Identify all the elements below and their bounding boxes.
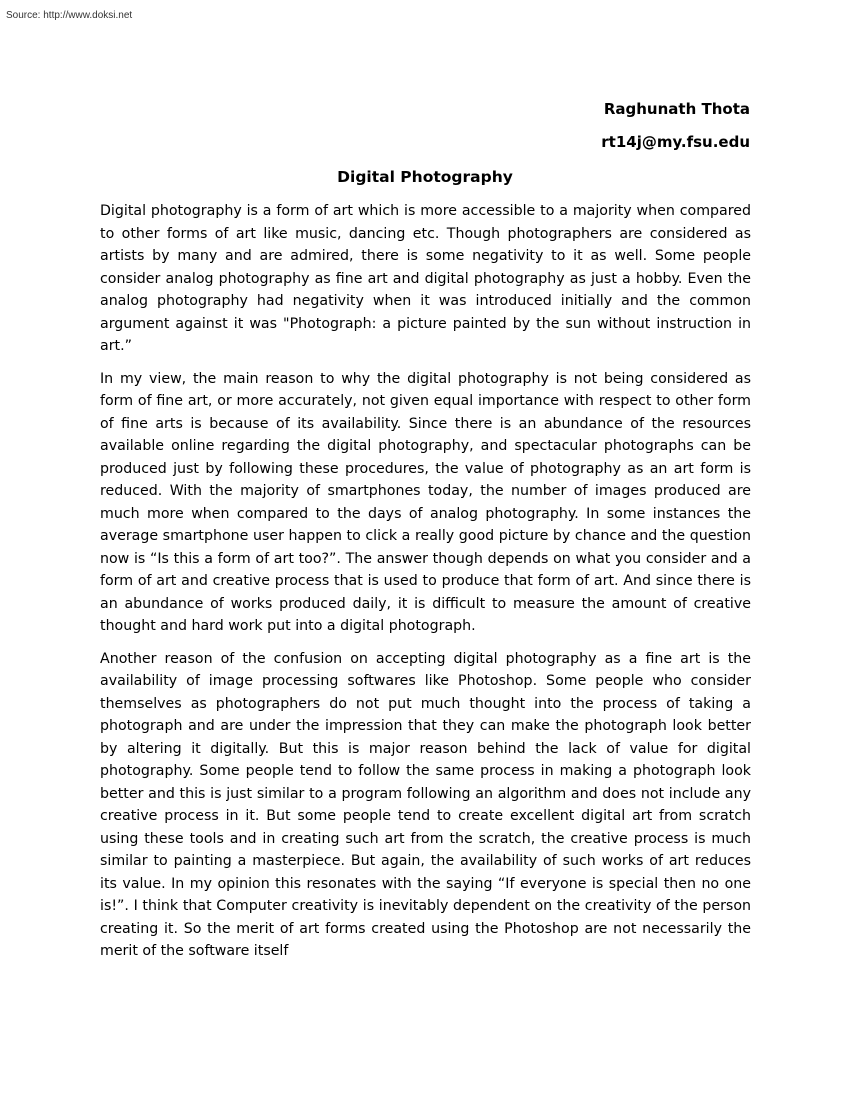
document-body <box>100 200 751 973</box>
paragraph-2: In my view, the main reason to why the digital photography is not being considered as form of fine art, or more accurately, not given equal importance with respect to other form of fine arts is because of its availability. Since there is an abundance of the resources available online regarding the digital photography, and spectacular photographs can be produced just by following these procedures, the value of photography as an art form is reduced. With the majority of smartphones today, the number of images produced are much more when compared to the days of analog photography. In some instances the average smartphone user happen to click a really good picture by chance and the question now is “Is this a form of art too?”. The answer though depends on what you consider and a form of art and creative process that is used to produce that form of art. And since there is an abundance of works produced daily, it is difficult to measure the amount of creative thought and hard work put into a digital photograph. <box>100 370 751 634</box>
author-name: Raghunath Thota <box>603 100 750 118</box>
paragraph-3: Another reason of the confusion on accepting digital photography as a fine art is the availability of image processing softwares like Photoshop. Some people who consider themselves as photographers do not put much thought into the process of taking a photograph and are under the impression that they can make the photograph look better by altering it digitally. But this is major reason behind the lack of value for digital photography. Some people tend to follow the same process in making a photograph look better and this is just similar to a program following an algorithm and does not include any creative process in it. But some people tend to create excellent digital art from scratch using these tools and in creating such art from the scratch, the creative process is much similar to painting a masterpiece. But again, the availability of such works of art reduces its value. In my opinion this resonates with the saying “If everyone is special then no one is!”. I think that Computer creativity is inevitably dependent on the creativity of the person creating it. So the merit of art forms created using the Photoshop are not necessarily the merit of the software itself <box>100 650 751 959</box>
document-title: Digital Photography <box>337 168 513 186</box>
author-email: rt14j@my.fsu.edu <box>601 133 750 151</box>
paragraph-1: Digital photography is a form of art which is more accessible to a majority when compared to other forms of art like music, dancing etc. Though photographers are considered as artists by many and are admired, there is some negativity to it as well. Some people consider analog photography as fine art and digital photography as just a hobby. Even the analog photography had negativity when it was introduced initially and the common argument against it was "Photograph: a picture painted by the sun without instruction in art.” <box>100 203 751 354</box>
source-url: Source: http://www.doksi.net <box>6 10 133 21</box>
